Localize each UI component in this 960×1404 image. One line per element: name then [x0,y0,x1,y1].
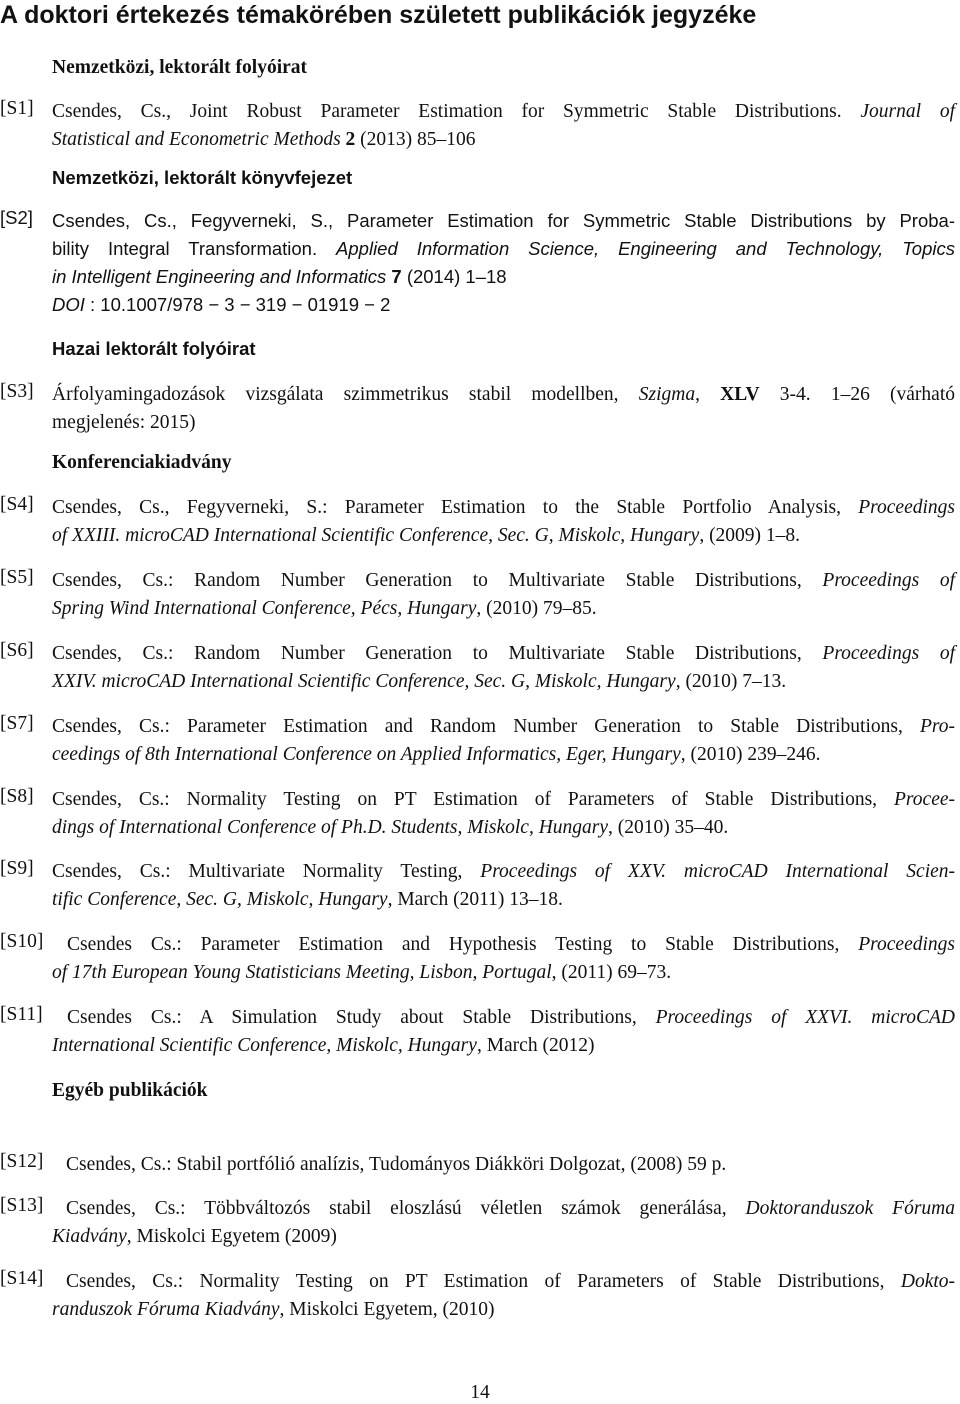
reference-line [52,741,958,769]
reference-s13 [0,1195,958,1251]
page-title: A doktori értekezés témakörében született publikációk jegyzéke [0,1,757,29]
reference-s6 [0,640,958,696]
reference-text: Csendes, Cs., Fegyverneki, S., Parameter Estimation for Symmetric Stable Distributions by Proba- [52,210,955,231]
reference-line: Árfolyamingadozások vizsgálata szimmetrikus stabil modellben, Szigma, XLV 3-4. 1–26 (várható [52,384,955,405]
reference-source: XXIV. microCAD International Scientific Conference, Sec. G, Miskolc, Hungary [52,671,676,692]
page-number: 14 [470,1382,490,1403]
reference-source: Procee- [894,789,956,810]
reference-line [52,494,955,522]
reference-line [52,1223,958,1251]
reference-text: megjelenés: 2015) [52,412,196,433]
reference-s9 [0,858,958,914]
reference-tag: [S12] [0,1151,44,1172]
reference-text: Csendes, Cs., Joint Robust Parameter Estimation for Symmetric Stable Distributions. [52,101,842,122]
reference-source: ceedings of 8th International Conference on Applied Informatics, Eger, Hungary [52,744,681,765]
reference-s7 [0,713,958,769]
reference-line [52,814,958,842]
reference-line [52,207,955,235]
reference-text: , (2009) 1–8. [699,525,801,546]
reference-text: Csendes, Cs.: Stabil portfólió analízis, Tudományos Diákköri Dolgozat, (2008) 59 p. [66,1154,727,1175]
reference-tag: [S11] [0,1004,43,1025]
section-heading-domestic-journal: Hazai lektorált folyóirat [52,338,256,359]
reference-line [52,959,958,987]
reference-source: dings of International Conference of Ph.D. Students, Miskolc, Hungary [52,817,609,838]
reference-line [52,126,958,154]
reference-s10 [0,931,958,987]
reference-volume: XLV [720,384,760,405]
reference-tag: [S5] [0,567,34,588]
reference-text: Csendes Cs.: A Simulation Study about Stable Distributions, [67,1007,637,1028]
reference-line [52,1296,958,1324]
reference-s5 [0,567,958,623]
reference-source: Dokto- [900,1271,956,1292]
reference-text: , (2010) 35–40. [608,817,729,838]
reference-tag: [S14] [0,1268,44,1289]
reference-s12 [0,1151,958,1179]
reference-source: Journal of [860,101,956,122]
reference-text: , (2011) 69–73. [551,962,672,983]
reference-text: Csendes, Cs.: Parameter Estimation and Random Number Generation to Stable Distributions, [52,716,903,737]
reference-source: of XXIII. microCAD International Scientific Conference, Sec. G, Miskolc, Hungary [52,525,700,546]
reference-tag: [S2] [0,207,33,228]
reference-line [66,1268,955,1296]
reference-text: Csendes, Cs.: Multivariate Normality Testing, [52,861,463,882]
reference-text: , March (2012) [476,1035,595,1056]
reference-source: Applied Information Science, Engineering and Technology, Topics [336,238,955,259]
reference-source: in Intelligent Engineering and Informatics [52,266,387,287]
reference-tag: [S3] [0,381,34,402]
reference-line [52,409,958,437]
reference-line [52,786,955,814]
reference-text: , (2010) 79–85. [476,598,597,619]
reference-s8 [0,786,958,842]
reference-tag: [S10] [0,931,44,952]
reference-line [67,1004,955,1032]
reference-line [52,1032,958,1060]
section-heading-intl-chapter: Nemzetközi, lektorált könyvfejezet [52,167,353,188]
reference-line [52,858,955,886]
reference-tag: [S9] [0,858,34,879]
reference-text: , March (2011) 13–18. [387,889,563,910]
reference-line [52,291,958,319]
reference-text: Csendes, Cs.: Többváltozós stabil eloszlású véletlen számok generálása, [66,1198,727,1219]
reference-tag: [S6] [0,640,34,661]
reference-line [52,263,958,291]
reference-line [52,640,955,668]
reference-line [66,1151,958,1179]
reference-text: (2013) 85–106 [360,129,476,150]
reference-text: , Miskolci Egyetem, (2010) [279,1299,495,1320]
reference-source: of 17th European Young Statisticians Meeting, Lisbon, Portugal [52,962,552,983]
reference-text: (2014) 1–18 [406,266,507,287]
reference-source: Proceedings of XXVI. microCAD [655,1007,956,1028]
reference-text: Csendes, Cs.: Normality Testing on PT Estimation of Parameters of Stable Distributions, [66,1271,885,1292]
reference-doi: : 10.1007/978 − 3 − 319 − 01919 − 2 [90,294,391,315]
reference-source: International Scientific Conference, Miskolc, Hungary [52,1035,477,1056]
reference-source: Szigma [638,384,696,405]
reference-tag: [S13] [0,1195,44,1216]
reference-s2 [0,207,958,319]
reference-source: Spring Wind International Conference, Pécs, Hungary [52,598,477,619]
reference-text: Csendes, Cs.: Random Number Generation to Multivariate Stable Distributions, [52,570,802,591]
reference-volume: 2 [345,129,356,150]
reference-text: Csendes, Cs., Fegyverneki, S.: Parameter Estimation to the Stable Portfolio Analysis, [52,497,841,518]
reference-s1 [0,98,958,154]
reference-source: Statistical and Econometric Methods [52,129,341,150]
reference-source: Proceedings [858,934,955,955]
reference-text: , Miskolci Egyetem (2009) [126,1226,337,1247]
reference-text: Csendes, Cs.: Normality Testing on PT Estimation of Parameters of Stable Distributions, [52,789,878,810]
reference-source: randuszok Fóruma Kiadvány [52,1299,280,1320]
reference-s11 [0,1004,958,1060]
reference-line [52,235,955,263]
reference-source: Kiadvány [52,1226,127,1247]
reference-line [52,668,958,696]
reference-s14 [0,1268,958,1324]
reference-tag: [S7] [0,713,34,734]
reference-line [52,595,958,623]
reference-source: Proceedings of [822,570,955,591]
reference-text: Árfolyamingadozások vizsgálata szimmetrikus stabil modellben, [52,384,619,405]
section-heading-other: Egyéb publikációk [52,1080,208,1101]
reference-line [52,522,958,550]
reference-source: Doktoranduszok Fóruma [745,1198,956,1219]
reference-source: Proceedings [858,497,955,518]
reference-doi-label: DOI [52,294,85,315]
section-heading-intl-journal: Nemzetközi, lektorált folyóirat [52,57,308,78]
reference-text: bility Integral Transformation. [52,238,318,259]
reference-volume: 7 [391,266,402,287]
reference-text: Csendes Cs.: Parameter Estimation and Hypothesis Testing to Stable Distributions, [67,934,840,955]
reference-line [52,886,958,914]
reference-line [52,98,955,126]
reference-source: Proceedings of [822,643,955,664]
reference-tag: [S1] [0,98,34,119]
reference-tag: [S8] [0,786,34,807]
reference-line [52,567,955,595]
reference-line [52,713,955,741]
reference-source: tific Conference, Sec. G, Miskolc, Hungary [52,889,388,910]
reference-s3 [0,381,958,437]
reference-text: , (2010) 7–13. [675,671,787,692]
section-heading-conference: Konferenciakiadvány [52,452,232,473]
reference-source: Proceedings of XXV. microCAD International Scien- [480,861,956,882]
reference-text: Csendes, Cs.: Random Number Generation to Multivariate Stable Distributions, [52,643,802,664]
reference-s4 [0,494,958,550]
reference-text: 3-4. 1–26 (várható [779,384,955,405]
reference-source: Pro- [919,716,955,737]
reference-line [67,931,955,959]
reference-line [66,1195,955,1223]
reference-text: , (2010) 239–246. [680,744,821,765]
reference-tag: [S4] [0,494,34,515]
